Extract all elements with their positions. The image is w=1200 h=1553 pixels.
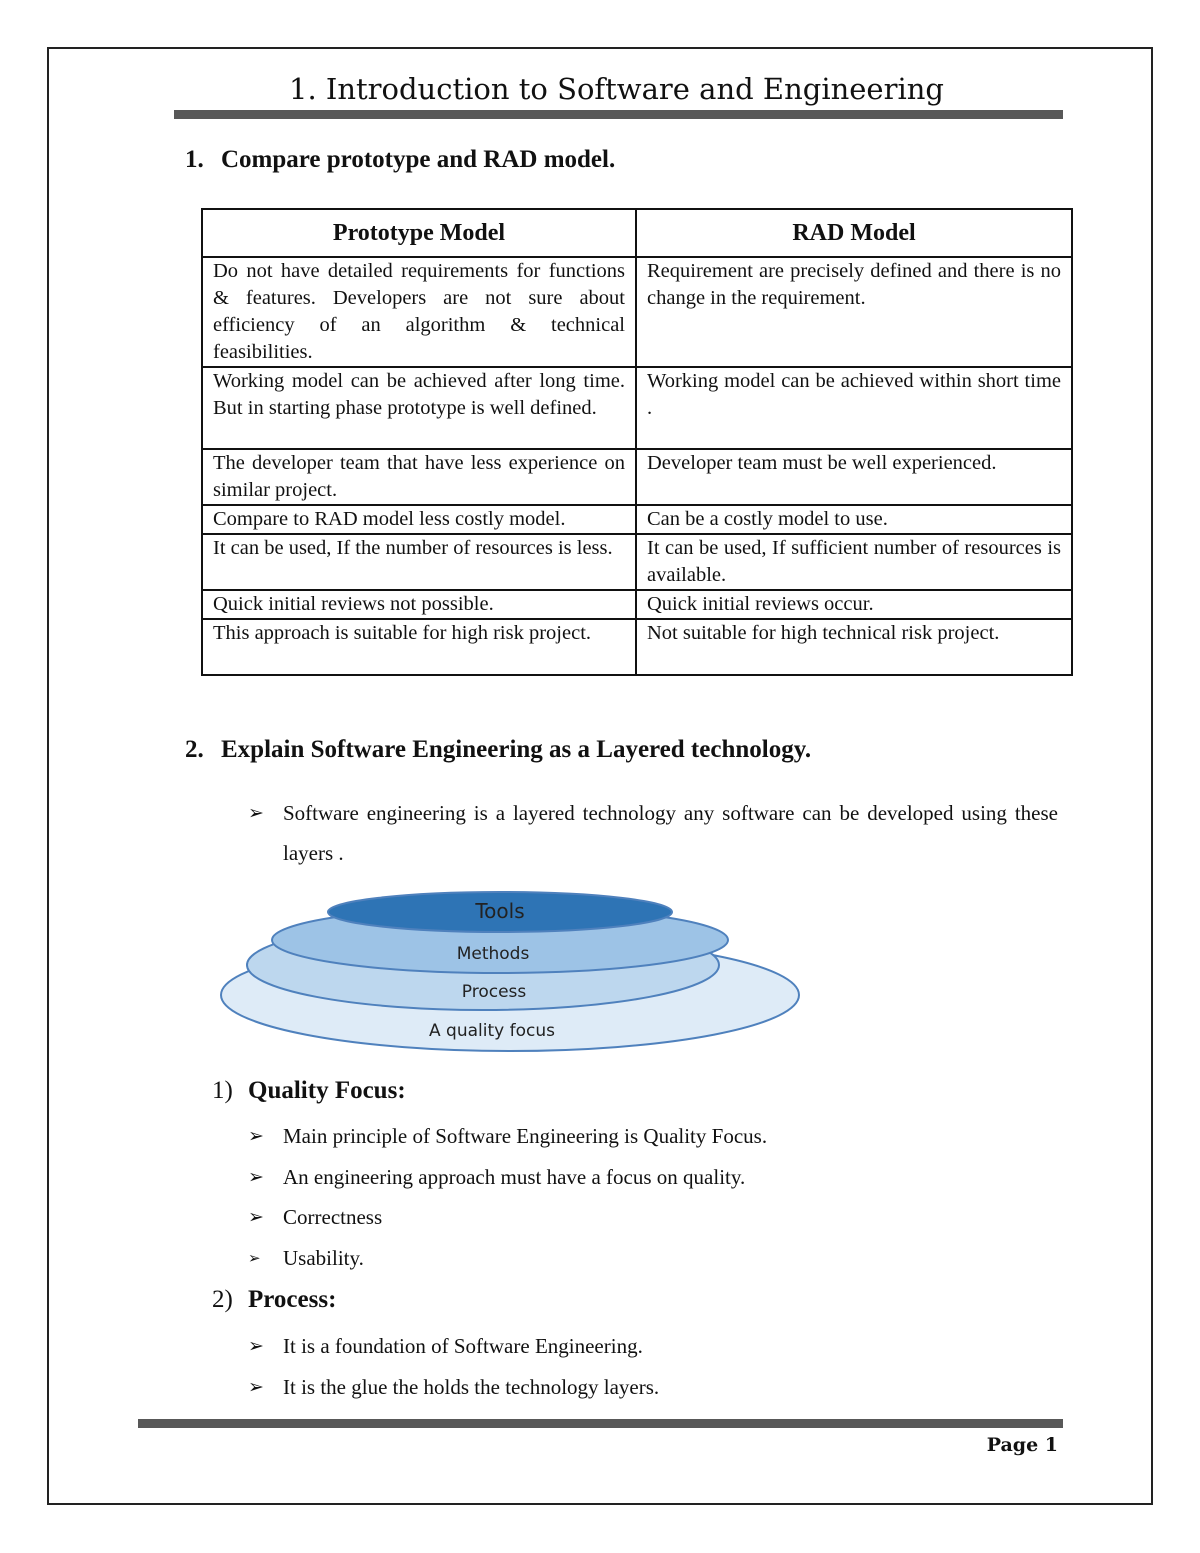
list-item <box>248 1157 745 1197</box>
bullet-text: Usability. <box>283 1246 364 1270</box>
table-row <box>202 619 1072 675</box>
question-2 <box>185 736 811 764</box>
section-title: Quality Focus: <box>248 1077 406 1104</box>
header-prototype: Prototype Model <box>202 209 636 257</box>
table-cell: It can be used, If sufficient number of resources is available. <box>636 534 1072 590</box>
question-1-text: Compare prototype and RAD model. <box>221 146 616 173</box>
comparison-table <box>201 208 1073 676</box>
bullet-text: An engineering approach must have a focus on quality. <box>283 1165 746 1189</box>
bullet-text: Main principle of Software Engineering is Quality Focus. <box>283 1124 768 1148</box>
layer-label-methods: Methods <box>456 944 530 964</box>
list-item <box>248 1367 659 1407</box>
table-header-row <box>202 209 1072 257</box>
arrow-bullet-icon: ➢ <box>248 1206 264 1228</box>
question-1-number: 1. <box>185 146 204 173</box>
list-item <box>248 793 1058 873</box>
arrow-bullet-icon: ➢ <box>248 1249 261 1267</box>
table-cell: Compare to RAD model less costly model. <box>202 505 636 534</box>
arrow-bullet-icon: ➢ <box>248 1335 264 1357</box>
table-row <box>202 505 1072 534</box>
footer-rule <box>138 1419 1063 1428</box>
list-item <box>248 1326 643 1366</box>
arrow-bullet-icon: ➢ <box>248 1376 264 1398</box>
table-cell: Quick initial reviews not possible. <box>202 590 636 619</box>
table-row <box>202 257 1072 367</box>
section-title: Process: <box>248 1286 337 1313</box>
layered-technology-diagram <box>215 885 805 1060</box>
bullet-text: It is a foundation of Software Engineering. <box>283 1334 643 1358</box>
table-cell: Working model can be achieved after long time. But in starting phase prototype is well defined. <box>202 367 636 449</box>
list-item <box>248 1197 382 1237</box>
list-item <box>248 1238 364 1278</box>
table-cell: Can be a costly model to use. <box>636 505 1072 534</box>
list-item <box>248 1116 767 1156</box>
header-rule <box>174 110 1063 119</box>
table-cell: Requirement are precisely defined and there is no change in the requirement. <box>636 257 1072 367</box>
question-2-text: Explain Software Engineering as a Layered technology. <box>221 736 812 763</box>
layer-label-quality-focus: A quality focus <box>429 1021 555 1041</box>
header-rad: RAD Model <box>636 209 1072 257</box>
table-cell: Quick initial reviews occur. <box>636 590 1072 619</box>
section-quality-focus <box>212 1077 406 1105</box>
arrow-bullet-icon: ➢ <box>248 1125 264 1147</box>
layer-label-tools: Tools <box>475 899 525 923</box>
table-cell: This approach is suitable for high risk project. <box>202 619 636 675</box>
table-cell: Developer team must be well experienced. <box>636 449 1072 505</box>
arrow-bullet-icon: ➢ <box>248 1166 264 1188</box>
table-cell: Working model can be achieved within short time . <box>636 367 1072 449</box>
table-row <box>202 590 1072 619</box>
bullet-text: It is the glue the holds the technology layers. <box>283 1375 660 1399</box>
table-cell: The developer team that have less experience on similar project. <box>202 449 636 505</box>
page-number: Page 1 <box>986 1434 1058 1456</box>
page-title: 1. Introduction to Software and Engineering <box>289 72 944 106</box>
bullet-text: Correctness <box>283 1205 383 1229</box>
question-1 <box>185 146 615 174</box>
section-number: 1) <box>212 1077 233 1104</box>
bullet-text: Software engineering is a layered technology any software can be developed using these layers . <box>283 801 1058 865</box>
table-cell: It can be used, If the number of resources is less. <box>202 534 636 590</box>
table-row <box>202 449 1072 505</box>
table-cell: Not suitable for high technical risk project. <box>636 619 1072 675</box>
question-2-number: 2. <box>185 736 204 763</box>
table-row <box>202 534 1072 590</box>
arrow-bullet-icon: ➢ <box>248 802 264 824</box>
table-row <box>202 367 1072 449</box>
layer-label-process: Process <box>461 982 527 1002</box>
table-cell: Do not have detailed requirements for functions & features. Developers are not sure about efficiency of an algorithm & technical feasibilities. <box>202 257 636 367</box>
section-process <box>212 1286 336 1314</box>
section-number: 2) <box>212 1286 233 1313</box>
